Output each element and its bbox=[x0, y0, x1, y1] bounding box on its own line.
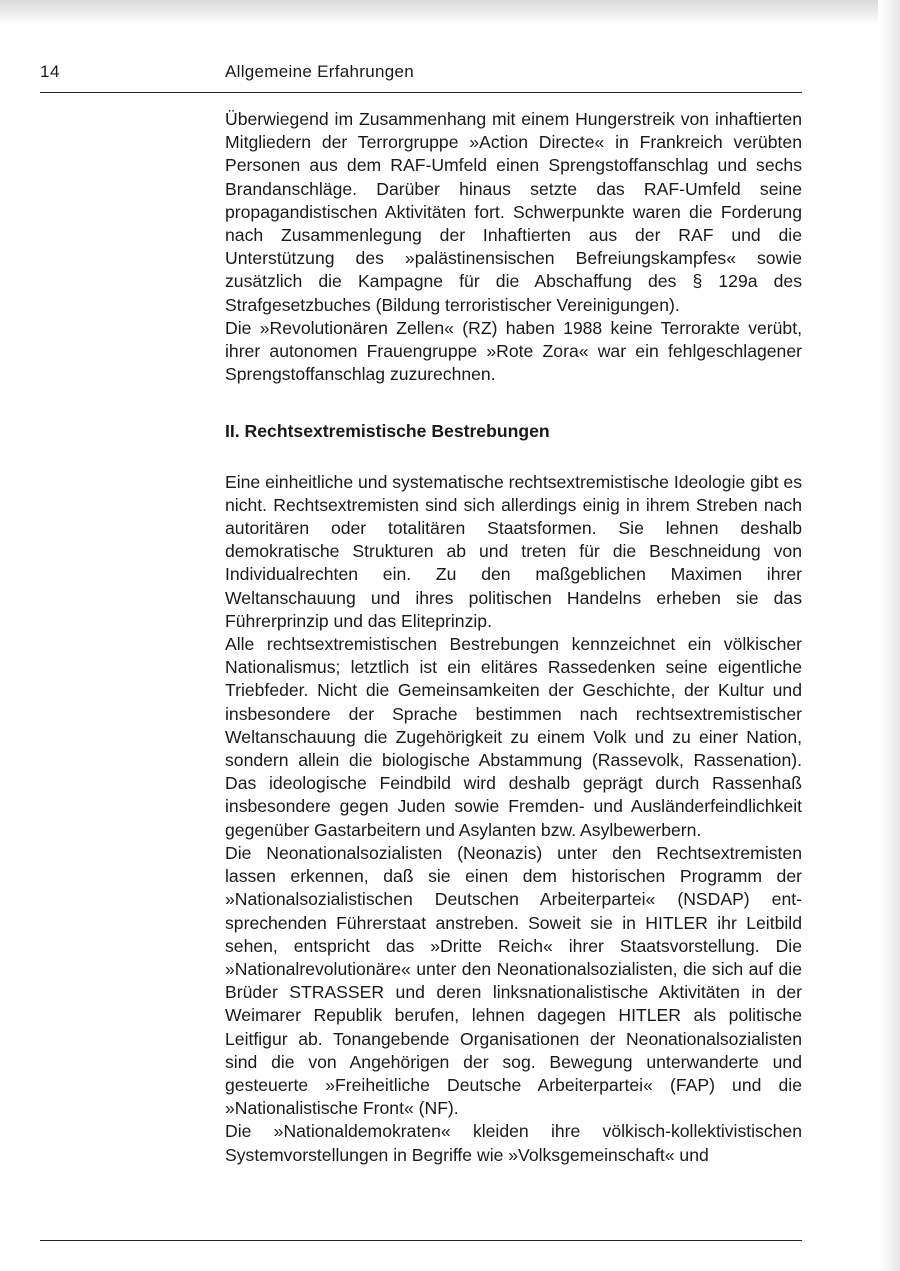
paragraph: Alle rechtsextremistischen Bestrebungen kennzeichnet ein völkischer Nationalismus; letztlich ist ein elitäres Rassedenken seine eigentliche Triebfeder. Nicht die Gemeinsamkeiten der Geschichte, der Kultur und insbesondere der Sprache bestimmen nach rechtsextremistischer Weltanschauung die Zugehörigkeit zu einem Volk und zu einer Nation, sondern allein die biologische Abstammung (Rassevolk, Rassenation). Das ideologische Feindbild wird deshalb geprägt durch Rassenhaß insbesondere gegen Juden sowie Fremden- und Ausländerfeindlichkeit gegenüber Gastarbeitern und Asylanten bzw. Asylbewerbern. bbox=[225, 634, 802, 840]
paragraph: Überwiegend im Zusammenhang mit einem Hungerstreik von inhaftierten Mitgliedern der Terrorgruppe »Action Directe« in Frankreich verübten Personen aus dem RAF-Umfeld einen Sprengstoffanschlag und sechs Brandanschläge. Darüber hinaus setzte das RAF-Umfeld seine propagandistischen Aktivitäten fort. Schwerpunkte waren die Forderung nach Zusammenlegung der Inhaftierten aus der RAF und die Unterstützung des »palästinensischen Befreiungskampfes« sowie zusätzlich die Kampagne für die Abschaffung des § 129a des Strafgesetzbuches (Bildung terroristischer Vereinigungen). bbox=[225, 109, 802, 315]
page-header bbox=[40, 62, 802, 86]
scan-top-shadow bbox=[0, 0, 900, 26]
footer-rule bbox=[40, 1240, 802, 1241]
main-text bbox=[225, 108, 802, 1167]
paragraph: Die »Revolutionären Zellen« (RZ) haben 1988 keine Terrorakte verübt, ihrer autonomen Frauengruppe »Rote Zora« war ein fehlgeschlagener Sprengstoffanschlag zuzurechnen. bbox=[225, 317, 802, 385]
header-rule bbox=[40, 92, 802, 93]
page-number: 14 bbox=[40, 62, 60, 81]
paragraph: Die Neonationalsozialisten (Neonazis) unter den Rechtsextremisten lassen erkennen, daß sie einen dem historischen Programm der »Nationalsozialistischen Deutschen Arbeiterpartei« (NSDAP) entsprechenden Führerstaat anstreben. Soweit sie in HITLER ihr Leitbild sehen, entspricht das »Dritte Reich« ihrer Staatsvorstellung. Die »Nationalrevolutionäre« unter den Neonationalsozialisten, die sich auf die Brüder STRASSER und deren linksnationalistische Aktivitäten in der Weimarer Republik berufen, lehnen dagegen HITLER als politische Leitfigur ab. Tonangebende Organisationen der Neonationalsozialisten sind die von Angehörigen der sog. Bewegung unterwanderte und gesteuerte »Freiheitliche Deutsche Arbeiterpartei« (FAP) und die »Nationalistische Front« (NF). bbox=[225, 842, 802, 1119]
scan-right-shadow bbox=[878, 0, 900, 1271]
section-heading: II. Rechtsextremistische Bestrebungen bbox=[225, 421, 550, 442]
paragraph-continued: Die »Nationaldemokraten« kleiden ihre völkisch-kollektivistischen Systemvorstellungen in Begriffe wie »Volksgemeinschaft« und bbox=[225, 1121, 802, 1165]
paragraph: Eine einheitliche und systematische rechtsextremistische Ideologie gibt es nicht. Rechtsextremisten sind sich allerdings einig in ihrem Streben nach autoritären oder totalitären Staatsformen. Sie lehnen deshalb demokratische Strukturen ab und treten für die Beschneidung von Individualrechten ein. Zu den maßgeblichen Maximen ihrer Weltanschauung und ihres politischen Handelns erheben sie das Führerprinzip und das Eliteprinzip. bbox=[225, 471, 802, 631]
running-title: Allgemeine Erfahrungen bbox=[225, 62, 414, 81]
